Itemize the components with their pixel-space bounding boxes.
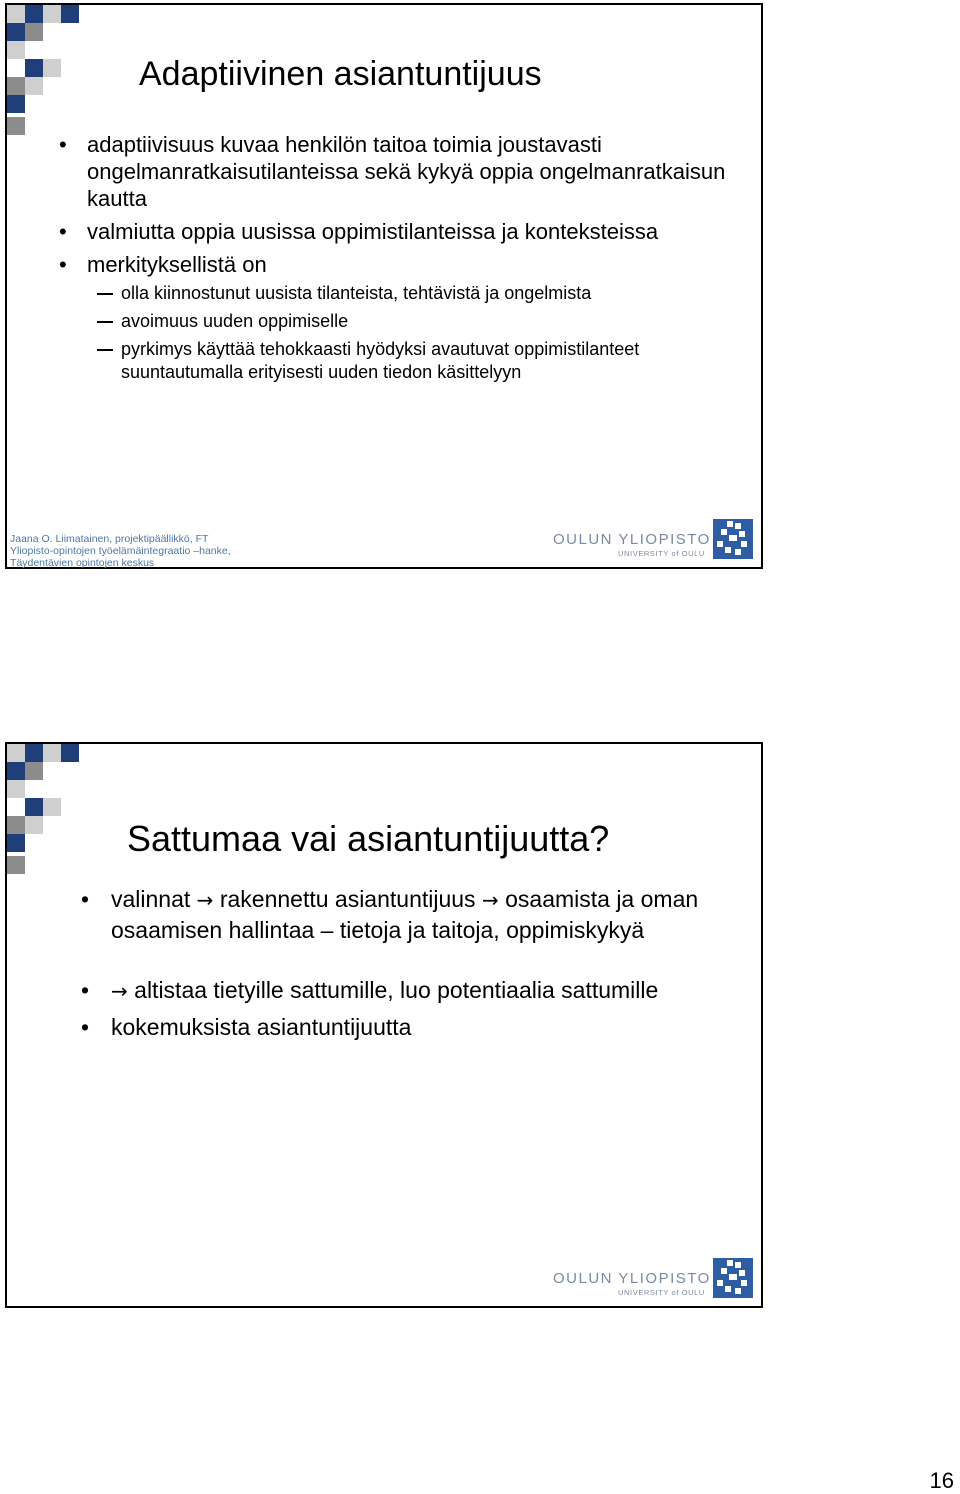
page-number: 16 [929,1468,954,1493]
bullet-list [79,884,719,1048]
arrow-right-icon: → [196,888,214,912]
logo-name: OULUN YLIOPISTO [553,1270,711,1287]
university-emblem-icon [713,1258,753,1298]
bullet-item: • valmiutta oppia uusissa oppimistilanteissa ja konteksteissa [57,218,747,245]
slide-footer [10,533,231,569]
logo-subtitle: UNIVERSITY of OULU [618,1288,705,1297]
bullet-item: • kokemuksista asiantuntijuutta [79,1012,719,1042]
university-emblem-icon [713,519,753,559]
arrow-right-icon: → [481,888,499,912]
footer-project: Yliopisto-opintojen työelämäintegraatio –hanke, [10,545,231,557]
footer-unit: Täydentävien opintojen keskus [10,557,155,569]
bullet-item [79,975,719,1006]
slide-1 [5,3,763,569]
checkered-corner-decoration [7,5,87,145]
bullet-list [57,131,747,390]
slide-2 [5,742,763,1308]
checkered-corner-decoration [7,744,87,884]
bullet-item: • adaptiivisuus kuvaa henkilön taitoa toimia joustavasti ongelmanratkaisutilanteissa sekä kykyä oppia ongelmanratkaisun kautta [57,131,747,212]
bullet-text: altistaa tietyille sattumille, luo potentiaalia sattumille [127,977,659,1003]
bullet-text: osaamista ja oman osaamisen hallintaa – tietoja ja taitoja, oppimiskykyä [111,886,699,943]
slide-title: Sattumaa vai asiantuntijuutta? [127,818,610,859]
sub-bullet-item: olla kiinnostunut uusista tilanteista, tehtävistä ja ongelmista [87,282,747,305]
arrow-right-icon: → [111,979,128,1003]
footer-author: Jaana O. Liimatainen, projektipäällikkö, FT [10,533,209,545]
sub-bullet-list [87,282,747,384]
university-logo [553,519,753,561]
logo-name: OULUN YLIOPISTO [553,531,711,548]
sub-bullet-item: avoimuus uuden oppimiselle [87,310,747,333]
sub-bullet-item: pyrkimys käyttää tehokkaasti hyödyksi avautuvat oppimistilanteet suuntautumalla erityisesti uuden tiedon käsittelyyn [87,338,747,384]
slide-title: Adaptiivinen asiantuntijuus [139,55,542,93]
bullet-item [57,251,747,384]
logo-subtitle: UNIVERSITY of OULU [618,549,705,558]
bullet-item [79,884,719,945]
university-logo [553,1258,753,1300]
bullet-text: valinnat [111,886,197,912]
bullet-text: merkityksellistä on [87,252,267,277]
bullet-text: rakennettu asiantuntijuus [213,886,482,912]
